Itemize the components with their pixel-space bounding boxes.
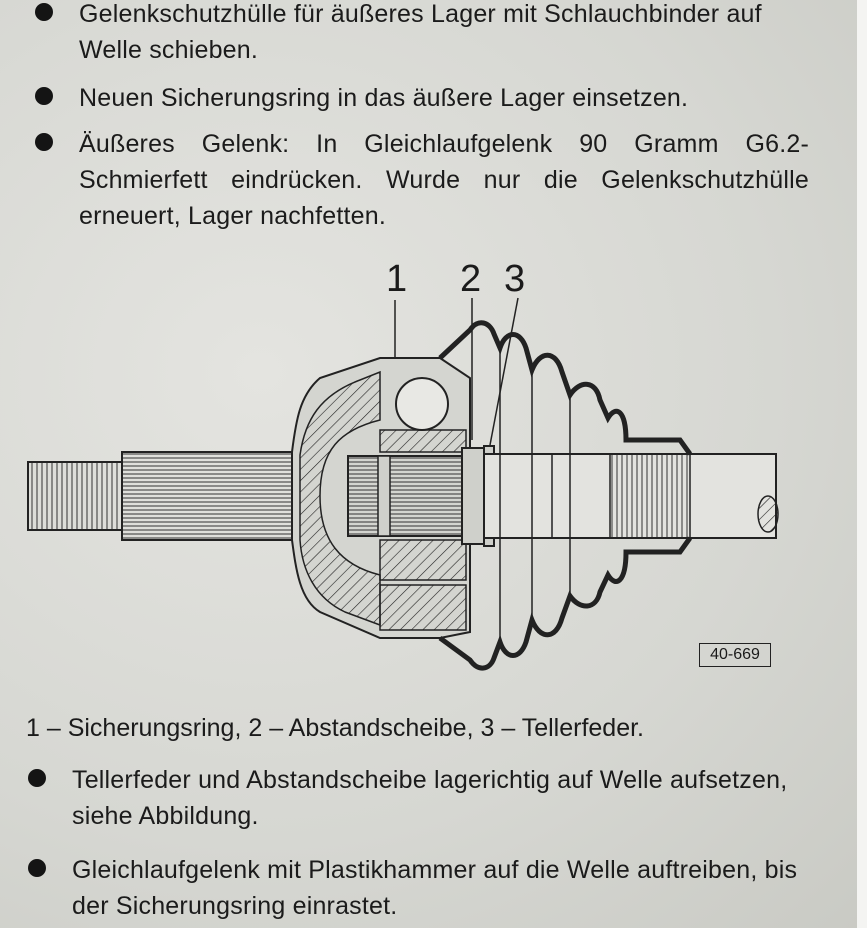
thread-end: [28, 462, 122, 530]
leader-line-3: [490, 298, 518, 445]
bullet-text: Äußeres Gelenk: In Gleichlaufgelenk 90 Gramm G6.2-Schmierfett eindrücken. Wurde nur die Gelenkschutzhülle erneuert, Lager nachfetten.: [79, 130, 809, 230]
shaft-end-section: [758, 496, 778, 532]
spacer-washer: [462, 448, 484, 544]
figure-label-1: 1: [386, 258, 408, 300]
bullet-item-5: [28, 852, 808, 924]
ball: [396, 378, 448, 430]
bullet-item-4: [28, 762, 808, 834]
boot-upper: [440, 323, 690, 454]
bullet-text: Gelenkschutzhülle für äußeres Lager mit Schlauchbinder auf Welle schieben.: [79, 0, 762, 64]
bullet-dot: [28, 769, 46, 787]
figure-label-2: 2: [460, 258, 482, 300]
bullet-text: Tellerfeder und Abstandscheibe lagerichtig auf Welle aufsetzen, siehe Abbildung.: [72, 766, 788, 830]
inner-race-top: [380, 430, 466, 452]
circlip: [378, 456, 390, 536]
bullet-dot: [28, 859, 46, 877]
page-edge: [857, 0, 867, 928]
spline-stem: [122, 452, 292, 540]
cage-lower: [380, 585, 466, 630]
figure-number: 40-669: [699, 643, 771, 667]
figure-caption: 1 – Sicherungsring, 2 – Abstandscheibe, 3 – Tellerfeder.: [26, 714, 645, 742]
inner-race-bottom: [380, 540, 466, 580]
shaft-grooves: [610, 454, 690, 538]
bullet-text: Neuen Sicherungsring in das äußere Lager einsetzen.: [79, 84, 689, 112]
figure-label-3: 3: [504, 258, 526, 300]
inner-hub: [348, 456, 463, 536]
boot-lower: [440, 538, 690, 668]
bullet-text: Gleichlaufgelenk mit Plastikhammer auf die Welle auftreiben, bis der Sicherungsring einrastet.: [72, 856, 798, 920]
